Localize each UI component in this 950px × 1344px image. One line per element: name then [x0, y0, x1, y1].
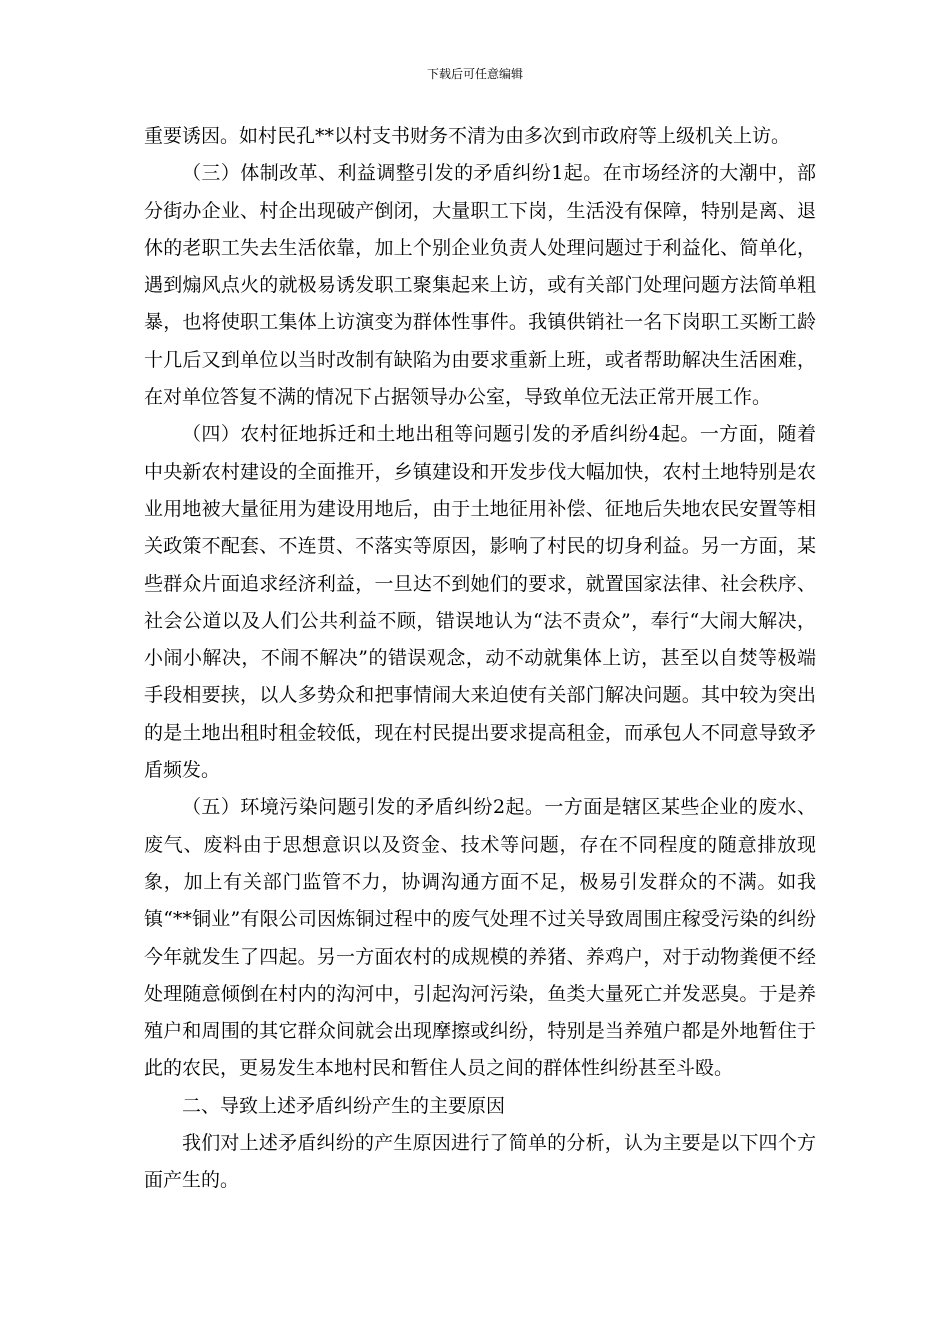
document-body [144, 118, 816, 1200]
page-header-note: 下载后可任意编辑 [426, 67, 523, 81]
paragraph-4: （五）环境污染问题引发的矛盾纠纷2起。一方面是辖区某些企业的废水、废气、废料由于思想意识以及资金、技术等问题，存在不同程度的随意排放现象，加上有关部门监管不力，协调沟通方面不足，极易引发群众的不满。如我镇“**铜业”有限公司因炼铜过程中的废气处理不过关导致周围庄稼受污染的纠纷今年就发生了四起。另一方面农村的成规模的养猪、养鸡户，对于动物粪便不经处理随意倾倒在村内的沟河中，引起沟河污染，鱼类大量死亡并发恶臭。于是养殖户和周围的其它群众间就会出现摩擦或纠纷，特别是当养殖户都是外地暂住于此的农民，更易发生本地村民和暂住人员之间的群体性纠纷甚至斗殴。 [144, 796, 816, 1080]
section-heading: 二、导致上述矛盾纠纷产生的主要原因 [182, 1094, 506, 1117]
paragraph-5: 我们对上述矛盾纠纷的产生原因进行了简单的分析，认为主要是以下四个方面产生的。 [144, 1132, 816, 1192]
paragraph-3: （四）农村征地拆迁和土地出租等问题引发的矛盾纠纷4起。一方面，随着中央新农村建设的全面推开，乡镇建设和开发步伐大幅加快，农村土地特别是农业用地被大量征用为建设用地后，由于土地征用补偿、征地后失地农民安置等相关政策不配套、不连贯、不落实等原因，影响了村民的切身利益。另一方面，某些群众片面追求经济利益，一旦达不到她们的要求，就置国家法律、社会秩序、社会公道以及人们公共利益不顾，错误地认为“法不责众”，奉行“大闹大解决，小闹小解决，不闹不解决”的错误观念，动不动就集体上访，甚至以自焚等极端手段相要挟，以人多势众和把事情闹大来迫使有关部门解决问题。其中较为突出的是土地出租时租金较低，现在村民提出要求提高租金，而承包人不同意导致矛盾频发。 [144, 423, 816, 782]
paragraph-2: （三）体制改革、利益调整引发的矛盾纠纷1起。在市场经济的大潮中，部分街办企业、村企出现破产倒闭，大量职工下岗，生活没有保障，特别是离、退休的老职工失去生活依靠，加上个别企业负责人处理问题过于利益化、简单化，遇到煽风点火的就极易诱发职工聚集起来上访，或有关部门处理问题方法简单粗暴，也将使职工集体上访演变为群体性事件。我镇供销社一名下岗职工买断工龄十几后又到单位以当时改制有缺陷为由要求重新上班，或者帮助解决生活困难，在对单位答复不满的情况下占据领导办公室，导致单位无法正常开展工作。 [144, 162, 816, 409]
paragraph-1: 重要诱因。如村民孔**以村支书财务不清为由多次到市政府等上级机关上访。 [144, 125, 791, 147]
